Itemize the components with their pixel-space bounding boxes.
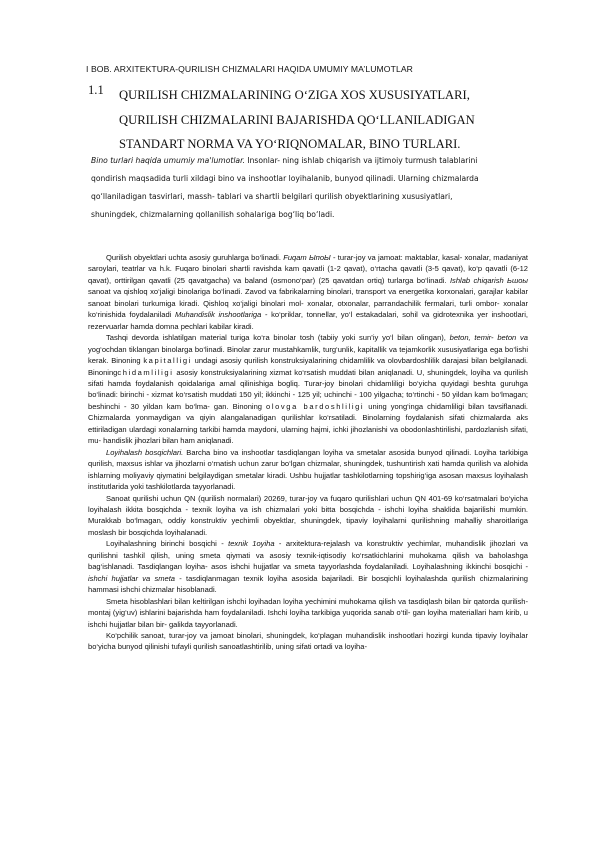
body-text <box>88 252 528 653</box>
text-run: - tasdiqlanmagan texnik loyiha asosida bajariladi. Bir bosqichli loyihalashda qurilish chizmalarining hammasi ishchi chizmalar hisoblanadi. <box>88 573 528 595</box>
paragraph-design-stages <box>88 447 528 493</box>
paragraph-building-groups <box>88 252 528 332</box>
spaced-term: kapitalligi <box>143 356 192 366</box>
paragraph-first-stage <box>88 538 528 595</box>
italic-term: Ishlab chiqarish Ьшоы <box>449 275 528 285</box>
text-run: Tashqi devorda ishlatilgan material turiga ko‘ra binolar tosh (tabiiy yoki sun’iy yo‘l bilan olingan), <box>106 333 450 343</box>
section-title <box>119 83 539 157</box>
text-run: Barcha bino va inshootlar tasdiqlangan loyiha va smetalar asosida bunyod qilinadi. Loyiha tarkibiga qurilish, maxsus ishlar va jihozlarni o‘rnatish uchun zarur bo‘lgan chizmalar, shuningdek, tushuntirish xati hamda qurilish va alohida ishlarning moliyaviy qiymatini belgilaydigan smetalar kiradi. Ushbu hujjatlar tashkilotlarning topshirig‘iga asosan maxsus loyihalash institutlarida yoki tashkilotlarda tayyorlanadi. <box>88 447 528 492</box>
text-run: asosiy konstruksiyalarining xizmat ko‘rsatish muddati bilan aniqlanadi. U, shuningdek, loyiha va qurilish sifati hamda foydalanish qoidalariga amal qilinishiga bogliq. Turar-joy binolari chidamliligi bo‘yicha quyidagi beshta guruhga bo‘linadi: birinchi - xizmat ko‘rsatish muddati 150 yil; ikkinchi - 125 yil; uchinchi - 100 yilgacha; to‘rtinchi - 50 yildan kam bo‘lmagan; beshinchi - 30 yildan kam bo‘lma- gan. Binoning <box>88 367 528 411</box>
paragraph-estimates: Smeta hisoblashlari bilan keltirilgan ishchi loyihadan loyiha yechimini muhokama qilish va tasdiqlash bilan bir qatorda qurilish-montaj (yig‘uv) ishlarini bajarishda ham foydalaniladi. Ishchi loyiha tarkibiga yuqorida sanab o‘til- gan loyiha materiallari ham kirib, u ishchi hujjatlar bilan bir- galikda tayyorlanadi. <box>88 596 528 629</box>
intro-italic-lead: Bino turlari haqida umumiy ma'lumotlar. <box>91 156 245 165</box>
text-run: undagi asosiy qurilish konstruksiyalarining chidamlilik va olovbardoshlilik darajasi bilan belgilanadi. Binoning <box>88 356 529 377</box>
text-run: Qurilish obyektlari uchta asosiy guruhlarga bo‘linadi. <box>106 253 284 262</box>
chapter-header: I BOB. ARXITEKTURA-QURILISH CHIZMALARI HAQIDA UMUMIY MA’LUMOTLAR <box>86 64 413 74</box>
paragraph-norms: Sanoat qurilishi uchun QN (qurilish normalari) 20269, turar-joy va fuqaro qurilishlari uchun QN 401-69 ko‘rsatmalari bo‘yicha loyihalash ikkita bosqichda - texnik loyiha va ish chizmalari yoki bitta bosqichda - ishchi loyiha shaklida bajarilishi mumkin. Murakkab bo‘lmagan, oddiy konstruktiv yechimli obyektlar, shuningdek, tipaviy loyihalarni qurilishning mahalliy sharoitlariga moslash bir bosqichda loyihalanadi. <box>88 493 528 537</box>
italic-term: beton, temir- beton va <box>449 333 528 343</box>
italic-term: Muhandislik inshootlariga <box>175 310 262 320</box>
text-run: - arxitektura-rejalash va konstruktiv yechimlar, muhandislik jihozlari va qurilishni tashkil qilish, uning smeta qiymati va asosiy texnik-iqtisodiy ko‘rsatkichlarini muhokama qilish va baholashga bag‘ishlanadi. Tasdiqlangan loyiha- asos ishchi hujjatlar va smeta tayyorlashda foydalaniladi. Loyihalashning ikkinchi bosqichi - <box>88 539 528 572</box>
text-run: - turar-joy va jamoat: maktablar, kasal- xonalar, madaniyat saroylari, teatrlar va h.k. Fuqaro binolari shartli ravishda kam qavatli (1-2 qavat), o‘rtacha qavatli (3-5 qavat), ko‘p qavatli (6-12 qavat), orttirilgan qavatli (25 qavatgacha) va baland (osmono‘par) (25 qavatdan ortiq) turlarga bo‘linadi. <box>88 253 529 285</box>
spaced-term: chidamliligi <box>117 367 174 377</box>
italic-term: texnik 1оyiha <box>228 539 275 549</box>
section-title-line: QURILISH CHIZMALARINI BAJARISHDA QO‘LLANILADIGAN <box>119 112 475 127</box>
italic-term: Loyihalash bosqichlari. <box>106 447 184 457</box>
spaced-term: olovga bardoshliligi <box>266 401 365 411</box>
text-run: Loyihalashning birinchi bosqichi - <box>106 539 229 549</box>
intro-line: shuningdek, chizmalarning qollanilish sohalariga bog‘liq bo‘ladi. <box>91 210 335 219</box>
paragraph-materials <box>88 332 528 447</box>
text-run: yog‘ochdan tiklangan binolarga bo‘linadi. Binolar zarur mustahkamlik, turg‘unlik, kapitallik va tejamkorlik xususiyatlariga ega bo‘lishi kerak. Binoning <box>88 344 528 366</box>
italic-term: ishchi hujjatlar va smeta <box>88 573 175 583</box>
section-title-line: QURILISH CHIZMALARINING O‘ZIGA XOS XUSUSIYATLARI, <box>119 88 470 102</box>
intro-line: qondirish maqsadida turli xildagi bino va inshootlar loyihalanib, bunyod qilinadi. Ularning chizmalarda <box>91 174 479 183</box>
section-title-line: STANDART NORMA VA YO‘RIQNOMALAR, BINO TURLARI. <box>119 137 461 151</box>
intro-line1-text: Insonlar- ning ishlab chiqarish va ijtimoiy turmush talablarini <box>244 156 478 165</box>
paragraph-typical-projects: Ko‘pchilik sanoat, turar-joy va jamoat binolari, shuningdek, ko‘plagan muhandislik inshootlari hozirgi kunda tipaviy loyihalar bo‘yicha bunyod qilinishi tufayli qurilish sanoatlashtirilib, uning sifati ortadi va loyiha- <box>88 630 528 652</box>
text-run: - ko‘priklar, tonnellar, yo‘l estakadalari, sohil va gidrotexnika yer inshootlari, rezervuarlar hamda domna pechlari kabilar kiradi. <box>88 310 529 331</box>
text-run: uning yong‘inga chidamliligi bilan tavsiflanadi. Chizmalarda yonmaydigan va qiyin alangalanadigan qurilishlar ko‘rsatiladi. Binolarning foydalanish sifati chizmalarda aks ettiriladigan ulardagi xonalarning tarkibi hamda maydoni, ularning hajmi, ichki jihozlanishi va obodonlashtirilishi, pardozlanish sifati, mu- handislik jihozlari bilan ham aniqlanadi. <box>88 401 528 446</box>
intro-line <box>91 152 531 170</box>
text-run: sanoat va qishloq xo‘jaligi binolariga bo‘linadi. Zavod va fabrikalarning binolari, transport va energetika korxonalari, garajlar kabilar sanoat binolari turkumiga kiradi. Qishloq xo‘jaligi binolari mol- xonalar, otxonalar, parrandachilik fermalari, turli ombor- xonalar ko‘rinishida foydalaniladi <box>88 287 528 320</box>
italic-term: Fuqam ЫпоЫ <box>283 253 331 262</box>
section-number: 1.1 <box>88 83 104 97</box>
intro-line: qo‘llaniladigan tasvirlari, massh- tablari va shartli belgilari qurilish obyektlarining xususiyatlari, <box>91 192 453 201</box>
intro-paragraph <box>91 152 531 224</box>
